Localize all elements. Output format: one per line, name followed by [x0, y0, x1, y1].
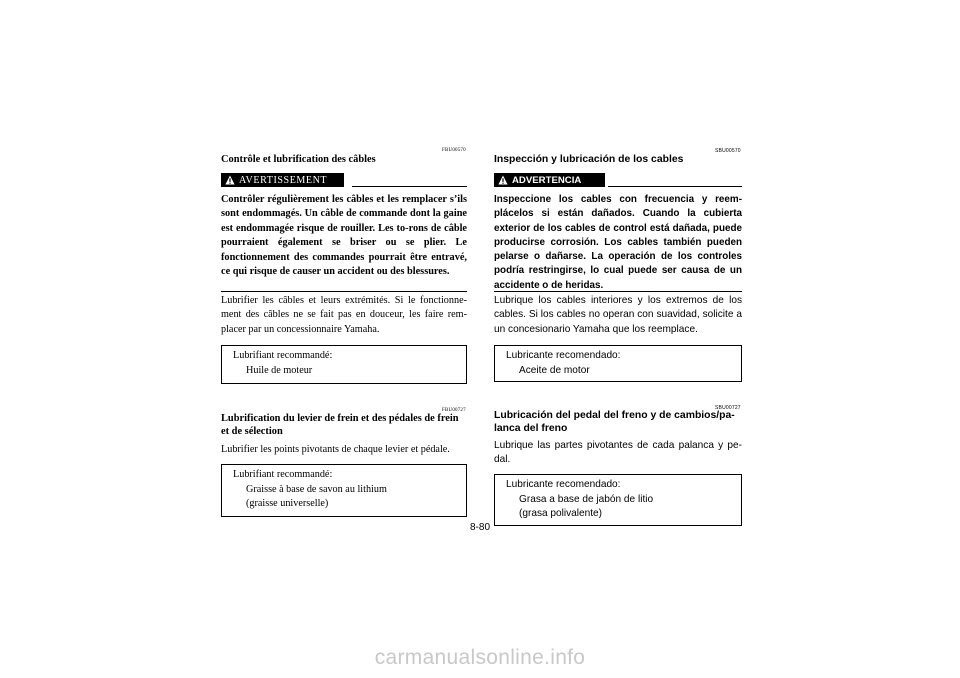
warning-end-rule — [494, 291, 742, 292]
box-value: Grasa a base de jabón de litio — [519, 493, 654, 505]
warning-triangle-icon — [225, 175, 235, 185]
section-code: FBU00727 — [442, 408, 466, 413]
box-value: Huile de moteur — [246, 364, 313, 376]
section-code: SBU00727 — [715, 405, 741, 411]
page-number: 8-80 — [470, 522, 491, 533]
warning-label: ADVERTENCIA — [512, 174, 582, 186]
recommended-lubricant-box — [221, 345, 467, 384]
warning-text: Contrôler régulièrement les câbles et les remplacer s’ils sont endommagés. Un câble de commande dont la gaine est endommagée risque de rouiller. Les to-rons de câble pourraient également se briser ou se plier. Le fonctionnement des commandes pourrait être entravé, ce qui risque de causer un accident ou des blessures. — [221, 194, 467, 278]
box-label: Lubrifiant recommandé: — [233, 350, 333, 361]
warning-label: AVERTISSEMENT — [239, 174, 328, 186]
body-paragraph: Lubrique los cables interiores y los extremos de los cables. Si los cables no operan con suavidad, solicite a un concesionario Yamaha que los reemplace. — [494, 295, 742, 335]
section-code: FBU00570 — [442, 148, 466, 153]
warning-divider — [352, 186, 467, 187]
section-title: Lubrification du levier de frein et des pédales de frein et de sélection — [221, 413, 459, 437]
recommended-lubricant-box — [494, 345, 742, 382]
section-title: Lubricación del pedal del freno y de cambios/pa-lanca del freno — [494, 410, 735, 434]
body-paragraph: Lubrifier les câbles et leurs extrémités. Si le fonctionne-ment des câbles ne se fait pas en douceur, les faire rem-placer par un concessionnaire Yamaha. — [221, 295, 467, 335]
warning-divider — [608, 186, 742, 187]
box-value: (graisse universelle) — [246, 498, 329, 509]
body-paragraph: Lubrique las partes pivotantes de cada palanca y pe-dal. — [494, 440, 742, 466]
section-title: Inspección y lubricación de los cables — [494, 154, 684, 165]
warning-badge — [494, 173, 605, 187]
body-paragraph: Lubrifier les points pivotants de chaque levier et pédale. — [221, 444, 450, 455]
warning-text: Inspeccione los cables con frecuencia y reem-plácelos si están dañados. Cuando la cubierta exterior de los cables de control está dañada, puede producirse corrosión. Los cables también pueden pelarse o dañarse. La operación de los controles podría restringirse, lo cual puede ser causa de un accidente o de heridas. — [494, 194, 742, 291]
box-label: Lubrifiant recommandé: — [233, 469, 333, 480]
warning-triangle-icon — [498, 175, 508, 185]
box-value: (grasa polivalente) — [519, 508, 603, 519]
box-value: Aceite de motor — [519, 364, 590, 376]
warning-header — [494, 173, 742, 189]
box-label: Lubricante recomendado: — [506, 350, 621, 361]
warning-end-rule — [221, 291, 467, 292]
recommended-lubricant-box — [494, 474, 742, 526]
box-value: Graisse à base de savon au lithium — [246, 483, 387, 495]
box-label: Lubricante recomendado: — [506, 479, 621, 490]
recommended-lubricant-box — [221, 464, 467, 517]
watermark: carmanualsonline.info — [374, 646, 586, 669]
section-code: SBU00570 — [715, 148, 741, 154]
section-title: Contrôle et lubrification des câbles — [221, 154, 376, 165]
warning-badge — [221, 173, 344, 187]
warning-header — [221, 173, 467, 189]
